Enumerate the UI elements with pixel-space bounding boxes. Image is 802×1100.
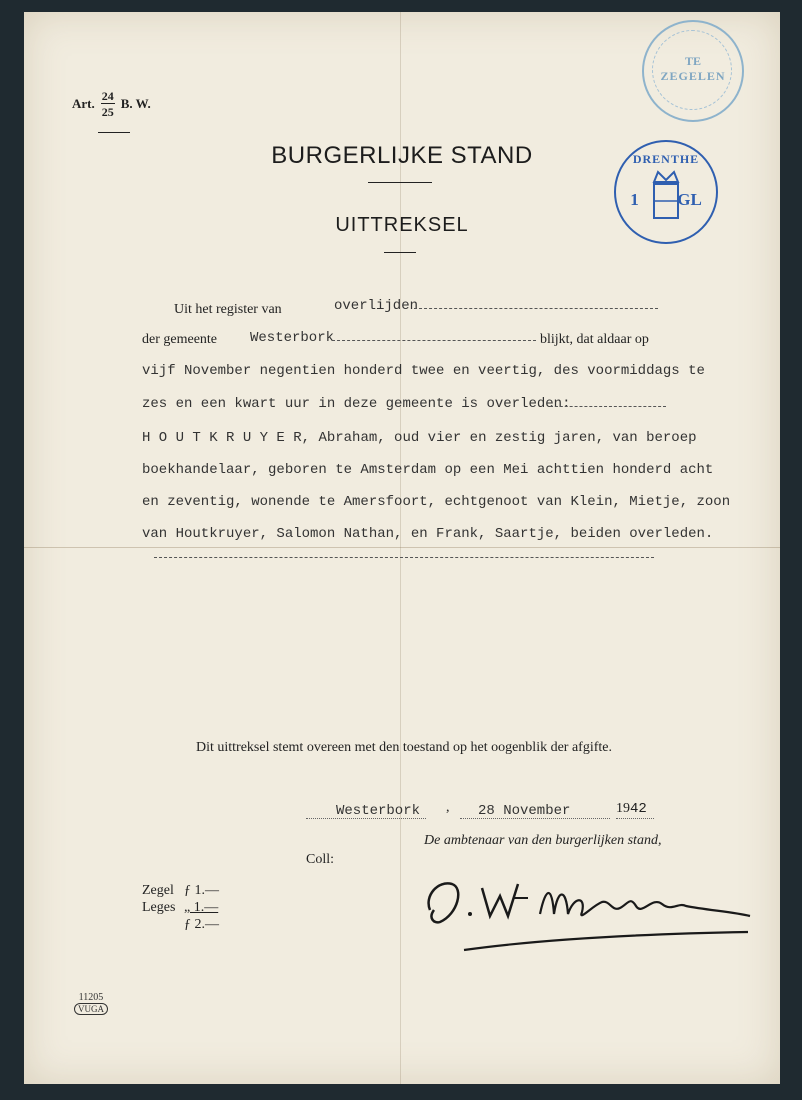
extract-line-residence: en zeventig, wonende te Amersfoort, echtgenoot van Klein, Mietje, zoon: [142, 494, 731, 510]
closing-fill-line: [154, 557, 654, 558]
stamp-text-te: TE: [684, 54, 701, 68]
blijkt-label: blijkt, dat aldaar op: [540, 332, 649, 347]
leges-value: „ 1.—: [184, 900, 219, 915]
year-prefix: 19: [616, 801, 630, 816]
date-comma: ,: [446, 800, 450, 815]
register-fill-line: [414, 308, 658, 309]
coll-label: Coll:: [306, 852, 335, 867]
register-label: Uit het register van: [174, 302, 282, 317]
article-rule: [98, 132, 130, 133]
place-dotted-line: [306, 818, 426, 819]
page-title: BURGERLIJKE STAND: [271, 142, 533, 169]
stamp-text-zegelen: ZEGELEN: [660, 69, 726, 83]
form-number-block: [74, 992, 108, 1016]
hour-fill-line: [550, 406, 666, 407]
official-label: De ambtenaar van den burgerlijken stand,: [424, 833, 662, 848]
municipality-fill-line: [332, 340, 536, 341]
extract-line-parents: van Houtkruyer, Salomon Nathan, en Frank, Saartje, beiden overleden.: [142, 526, 714, 542]
extract-line-occupation: boekhandelaar, geboren te Amsterdam op een Mei achttien honderd acht: [142, 462, 714, 478]
form-number: 11205: [78, 992, 104, 1003]
stamp-value-left: 1: [630, 190, 639, 209]
article-fraction: [101, 90, 115, 118]
printer-mark: VUGA: [74, 1003, 108, 1015]
total-value: ƒ 2.—: [184, 917, 219, 932]
document-paper: [24, 12, 780, 1084]
vertical-fold-line: [400, 12, 401, 1084]
deceased-details: , Abraham, oud vier en zestig jaren, van beroep: [301, 430, 697, 446]
stamp-text-drenthe: DRENTHE: [632, 152, 700, 166]
year-suffix: 42: [630, 801, 647, 817]
date-dotted-line: [460, 818, 610, 819]
article-suffix: B. W.: [120, 96, 151, 111]
register-value: overlijden: [334, 298, 419, 314]
article-reference: [72, 90, 151, 118]
extract-line-name: [142, 430, 697, 446]
death-year-time: negentien honderd twee en veertig, des voormiddags te: [259, 363, 705, 379]
extract-line-hour: zes en een kwart uur in deze gemeente is overleden:: [142, 396, 571, 412]
issue-year: [616, 801, 647, 817]
te-zegelen-stamp: [642, 20, 744, 122]
horizontal-fold-line: [24, 547, 780, 548]
year-dotted-line: [616, 818, 654, 819]
title-rule: [368, 182, 432, 183]
page-subtitle: UITTREKSEL: [335, 214, 469, 236]
conformity-statement: Dit uittreksel stemt overeen met den toestand op het oogenblik der afgifte.: [196, 740, 612, 755]
official-signature: [416, 866, 756, 956]
issue-place: Westerbork: [336, 803, 421, 819]
article-denominator: 25: [101, 105, 114, 119]
municipality-label: der gemeente: [142, 332, 218, 347]
drenthe-stamp: [614, 140, 718, 244]
issue-date: 28 November: [478, 803, 571, 819]
death-day-month: vijf November: [142, 363, 252, 379]
municipality-value: Westerbork: [250, 330, 335, 346]
zegel-value: ƒ 1.—: [184, 883, 219, 898]
zegel-label: Zegel: [142, 883, 174, 898]
subtitle-rule: [384, 252, 416, 253]
stamp-value: [616, 190, 716, 210]
article-numerator: 24: [101, 89, 114, 103]
leges-label: Leges: [142, 900, 176, 915]
article-label: Art.: [72, 96, 95, 111]
stamp-value-right: GL: [677, 190, 702, 209]
deceased-surname: H O U T K R U Y E R: [142, 430, 302, 446]
extract-line-date: [142, 363, 705, 379]
